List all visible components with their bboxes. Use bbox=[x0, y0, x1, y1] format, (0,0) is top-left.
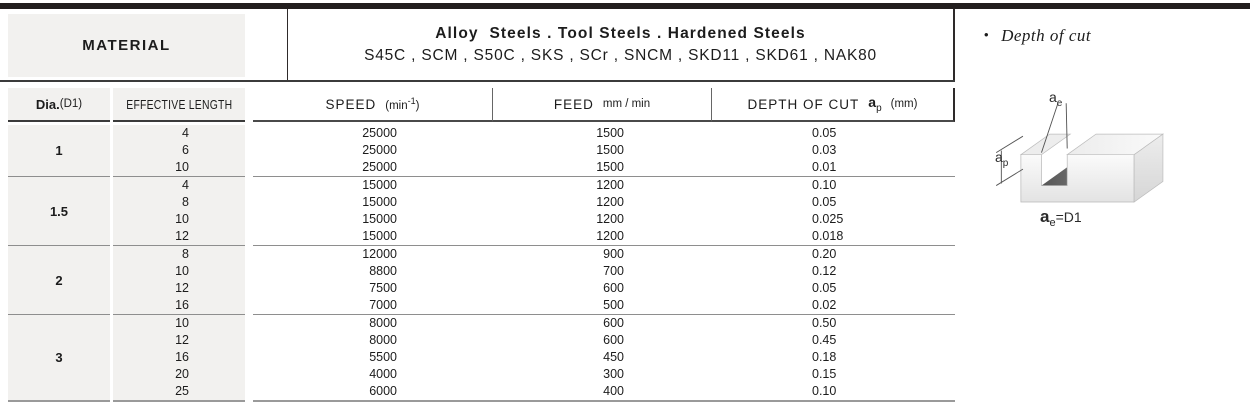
speed-value: 8000 bbox=[369, 333, 397, 347]
depth-of-cut-value: 0.50 bbox=[812, 316, 837, 330]
speed-value: 8800 bbox=[369, 264, 397, 278]
effective-length-value: 20 bbox=[175, 367, 189, 381]
depth-of-cut-note bbox=[984, 26, 1091, 46]
effective-length-value: 10 bbox=[175, 160, 189, 174]
rule-segment bbox=[712, 400, 955, 402]
speed-column bbox=[253, 176, 493, 245]
effective-length-column bbox=[113, 176, 245, 245]
rule-segment bbox=[113, 400, 245, 402]
feed-column-header bbox=[493, 88, 712, 122]
speed-column bbox=[253, 314, 493, 400]
ae-dimension-label: $a_e$ bbox=[1049, 89, 1063, 109]
dia-group bbox=[8, 245, 955, 314]
effective-length-value: 8 bbox=[182, 247, 189, 261]
dia-value: 1 bbox=[8, 125, 110, 176]
ae-equals-d1-formula: $a_e=D1$ bbox=[1040, 207, 1082, 229]
effective-length-value: 8 bbox=[182, 195, 189, 209]
feed-value: 1200 bbox=[596, 229, 624, 243]
effective-length-value: 16 bbox=[175, 350, 189, 364]
bullet-icon: • bbox=[984, 27, 990, 42]
depth-of-cut-value: 0.02 bbox=[812, 298, 837, 312]
table-bottom-rule bbox=[8, 400, 955, 402]
speed-column-header bbox=[253, 88, 493, 122]
column-gap bbox=[245, 88, 253, 122]
feed-unit: mm / min bbox=[602, 98, 651, 110]
effective-length-value: 12 bbox=[175, 281, 189, 295]
effective-length-column bbox=[113, 314, 245, 400]
effective-length-value: 10 bbox=[175, 212, 189, 226]
ap-dimension-label: $a_p$ bbox=[995, 149, 1009, 169]
dia-group bbox=[8, 314, 955, 400]
material-header-cell bbox=[8, 14, 245, 77]
speed-label: SPEED bbox=[325, 96, 377, 112]
effective-length-label: EFFECTIVE LENGTH bbox=[125, 96, 233, 112]
speed-value: 7000 bbox=[369, 298, 397, 312]
column-gap bbox=[245, 314, 253, 400]
depth-of-cut-column bbox=[712, 176, 955, 245]
block-front-face bbox=[1021, 155, 1134, 202]
feed-column bbox=[493, 125, 712, 176]
depth-of-cut-value: 0.01 bbox=[812, 160, 837, 174]
depth-of-cut-value: 0.05 bbox=[812, 126, 837, 140]
speed-value: 15000 bbox=[362, 212, 397, 226]
speed-value: 15000 bbox=[362, 229, 397, 243]
speed-value: 6000 bbox=[369, 384, 397, 398]
dia-value: 1.5 bbox=[8, 176, 110, 245]
depth-of-cut-column bbox=[712, 125, 955, 176]
depth-of-cut-value: 0.45 bbox=[812, 333, 837, 347]
depth-of-cut-value: 0.03 bbox=[812, 143, 837, 157]
depth-of-cut-diagram bbox=[990, 95, 1165, 219]
feed-value: 1200 bbox=[596, 212, 624, 226]
depth-of-cut-value: 0.025 bbox=[812, 212, 844, 226]
speed-value: 15000 bbox=[362, 195, 397, 209]
feed-value: 450 bbox=[603, 350, 624, 364]
effective-length-column bbox=[113, 245, 245, 314]
depth-of-cut-value: 0.18 bbox=[812, 350, 837, 364]
effective-length-value: 12 bbox=[175, 229, 189, 243]
workpiece-material-groups: Alloy Steels . Tool Steels . Hardened Steels bbox=[435, 24, 806, 42]
ae-extension-line-right bbox=[1066, 103, 1067, 148]
feed-label: FEED bbox=[553, 96, 594, 112]
depth-of-cut-value: 0.20 bbox=[812, 247, 837, 261]
speed-value: 15000 bbox=[362, 178, 397, 192]
speed-value: 12000 bbox=[362, 247, 397, 261]
dia-group bbox=[8, 125, 955, 176]
depth-of-cut-column bbox=[712, 314, 955, 400]
dia-value: 2 bbox=[8, 245, 110, 314]
depth-of-cut-value: 0.10 bbox=[812, 178, 837, 192]
table-body bbox=[8, 125, 955, 402]
effective-length-column bbox=[113, 125, 245, 176]
speed-unit: $(\min^{-1})$ bbox=[385, 96, 420, 112]
depth-unit: (mm) bbox=[890, 98, 918, 110]
effective-length-value: 25 bbox=[175, 384, 189, 398]
dia-group bbox=[8, 176, 955, 245]
feed-value: 1200 bbox=[596, 195, 624, 209]
dia-column-header bbox=[8, 88, 110, 122]
block-top-left-face bbox=[1021, 134, 1070, 155]
material-label: MATERIAL bbox=[82, 37, 171, 54]
speed-column bbox=[253, 125, 493, 176]
depth-of-cut-column bbox=[712, 245, 955, 314]
speed-value: 7500 bbox=[369, 281, 397, 295]
dia-header-sub: (D1) bbox=[59, 98, 83, 110]
depth-of-cut-value: 0.15 bbox=[812, 367, 837, 381]
feed-value: 1500 bbox=[596, 143, 624, 157]
ap-mark-bottom bbox=[996, 169, 1023, 185]
column-gap bbox=[245, 176, 253, 245]
speed-column bbox=[253, 245, 493, 314]
feed-value: 600 bbox=[603, 316, 624, 330]
effective-length-value: 12 bbox=[175, 333, 189, 347]
feed-value: 500 bbox=[603, 298, 624, 312]
speed-value: 25000 bbox=[362, 160, 397, 174]
depth-of-cut-value: 0.05 bbox=[812, 281, 837, 295]
depth-of-cut-column-header bbox=[712, 88, 955, 122]
ap-symbol: $a_p$ bbox=[868, 94, 882, 114]
feed-value: 900 bbox=[603, 247, 624, 261]
column-gap bbox=[245, 125, 253, 176]
feed-value: 300 bbox=[603, 367, 624, 381]
speed-value: 5500 bbox=[369, 350, 397, 364]
feed-value: 600 bbox=[603, 281, 624, 295]
feed-column bbox=[493, 245, 712, 314]
depth-of-cut-value: 0.05 bbox=[812, 195, 837, 209]
feed-value: 1500 bbox=[596, 126, 624, 140]
effective-length-value: 4 bbox=[182, 126, 189, 140]
depth-of-cut-label: DEPTH OF CUT bbox=[747, 96, 860, 112]
effective-length-value: 6 bbox=[182, 143, 189, 157]
feed-value: 400 bbox=[603, 384, 624, 398]
effective-length-value: 4 bbox=[182, 178, 189, 192]
feed-column bbox=[493, 176, 712, 245]
depth-of-cut-value: 0.12 bbox=[812, 264, 837, 278]
workpiece-materials-cell bbox=[287, 9, 955, 80]
feed-value: 1200 bbox=[596, 178, 624, 192]
speed-value: 25000 bbox=[362, 143, 397, 157]
depth-of-cut-value: 0.018 bbox=[812, 229, 844, 243]
effective-length-value: 10 bbox=[175, 316, 189, 330]
workpiece-material-grades: S45C , SCM , S50C , SKS , SCr , SNCM , SKD11 , SKD61 , NAK80 bbox=[364, 46, 877, 64]
effective-length-value: 10 bbox=[175, 264, 189, 278]
speed-value: 25000 bbox=[362, 126, 397, 140]
rule-segment bbox=[493, 400, 712, 402]
effective-length-column-header bbox=[113, 88, 245, 122]
rule-segment bbox=[253, 400, 493, 402]
column-header-row bbox=[8, 88, 955, 122]
feed-value: 1500 bbox=[596, 160, 624, 174]
speed-value: 8000 bbox=[369, 316, 397, 330]
feed-value: 600 bbox=[603, 333, 624, 347]
depth-of-cut-value: 0.10 bbox=[812, 384, 837, 398]
feed-column bbox=[493, 314, 712, 400]
depth-of-cut-note-text: Depth of cut bbox=[1001, 26, 1092, 45]
dia-value: 3 bbox=[8, 314, 110, 400]
effective-length-value: 16 bbox=[175, 298, 189, 312]
feed-value: 700 bbox=[603, 264, 624, 278]
header-divider-rule bbox=[0, 80, 955, 82]
speed-value: 4000 bbox=[369, 367, 397, 381]
dia-header-label: Dia. bbox=[35, 96, 60, 112]
rule-segment bbox=[8, 400, 110, 402]
column-gap bbox=[245, 245, 253, 314]
